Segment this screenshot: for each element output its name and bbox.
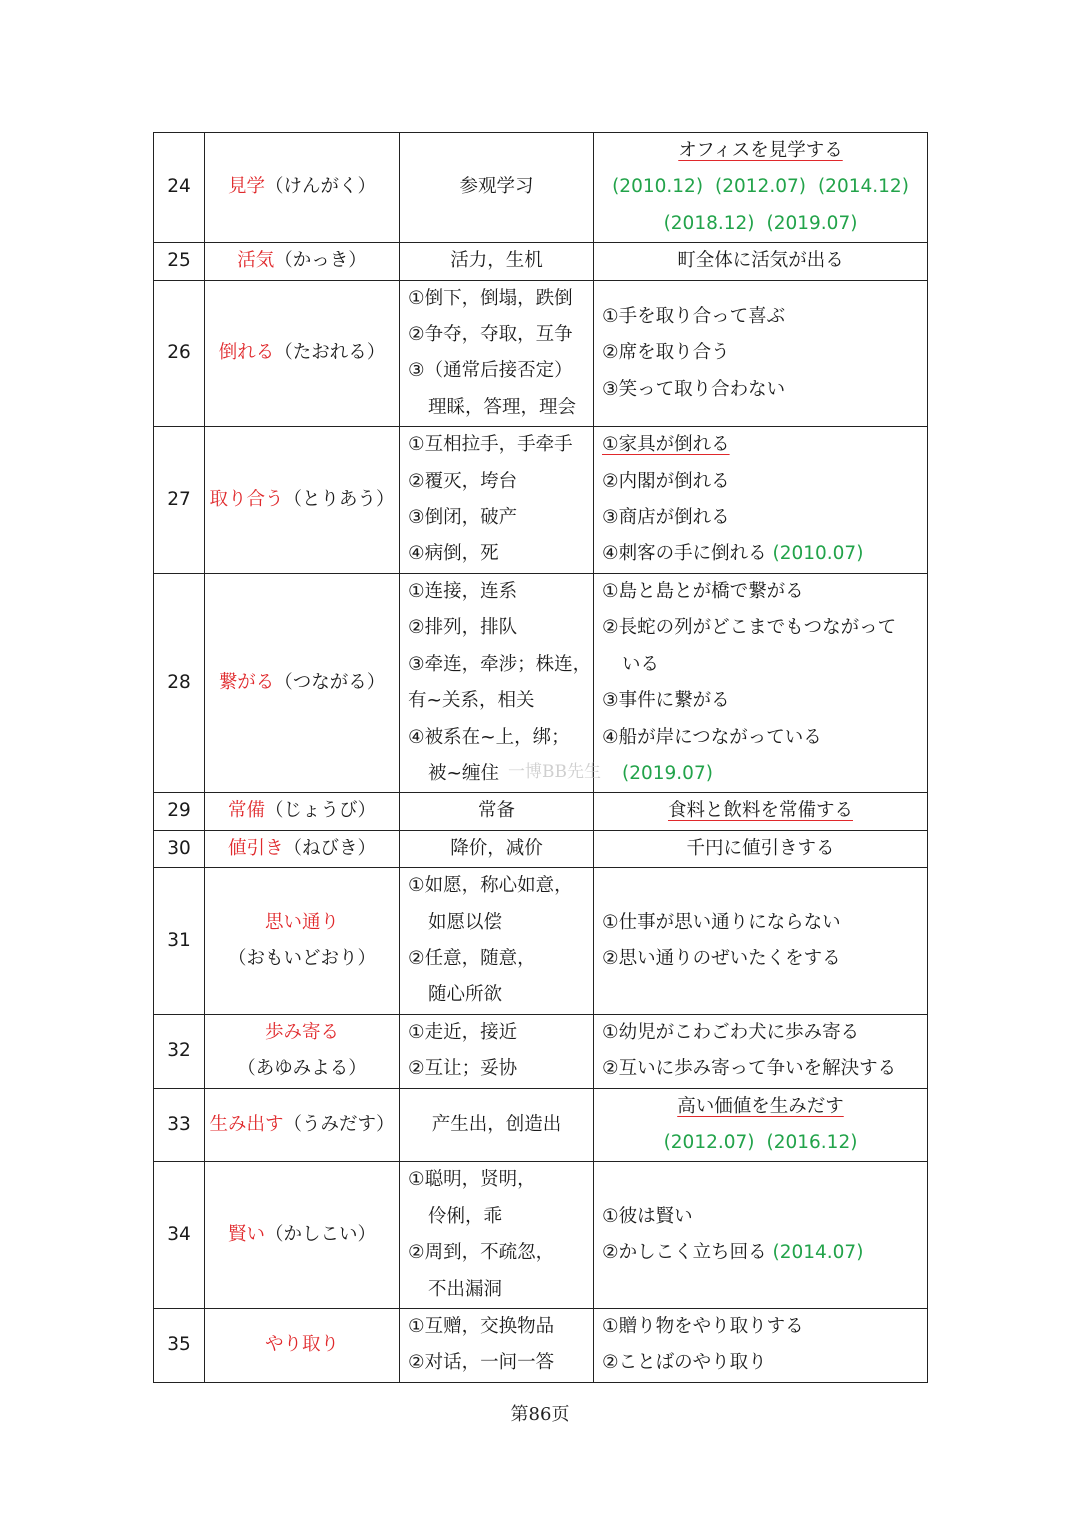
- meaning-line: ②争夺，夺取，互争: [408, 324, 573, 346]
- meaning-line: ②周到，不疏忽，: [408, 1242, 555, 1264]
- table-row: [154, 1088, 928, 1162]
- keyword: 常備: [227, 800, 265, 822]
- keyword: 取り合う: [209, 488, 284, 510]
- example-line: ③笑って取り合わない: [602, 378, 786, 400]
- meaning-line: 常备: [477, 800, 515, 822]
- year-tag: (2019.07): [622, 762, 713, 784]
- example-line: オフィスを見学する: [678, 140, 843, 161]
- meaning-cell: [400, 427, 594, 574]
- meaning-line: ①连接，连系: [408, 580, 518, 602]
- table-row: [154, 427, 928, 574]
- meaning-line: ③牵连，牵涉；株连，: [408, 653, 592, 675]
- example-line: ②長蛇の列がどこまでもつながって: [602, 617, 897, 639]
- keyword: 活気: [237, 250, 275, 272]
- row-number: 29: [154, 793, 205, 830]
- year-tag: (2014.12): [817, 176, 909, 198]
- meaning-line: ①聪明，贤明，: [408, 1169, 536, 1191]
- meaning-cell: [400, 1088, 594, 1162]
- year-tag: (2012.07): [715, 176, 806, 198]
- year-tag: (2019.07): [766, 212, 858, 234]
- example-cell: [594, 1309, 928, 1383]
- word-cell: [205, 1309, 400, 1383]
- meaning-line: ②任意，随意，: [408, 947, 536, 969]
- row-number: 33: [154, 1088, 205, 1162]
- table-row: [154, 793, 928, 830]
- meaning-line: 活力，生机: [450, 250, 543, 272]
- example-line: ①仕事が思い通りにならない: [602, 911, 841, 933]
- meaning-line: 随心所欲: [428, 984, 503, 1006]
- word-cell: [205, 868, 400, 1015]
- meaning-line: 产生出，创造出: [431, 1113, 562, 1135]
- keyword: 賢い: [227, 1223, 265, 1245]
- meaning-line: ②排列，排队: [408, 617, 518, 639]
- reading: （つながる）: [274, 671, 386, 693]
- example-line: いる: [622, 653, 660, 675]
- word-cell: [205, 243, 400, 280]
- word-cell: [205, 427, 400, 574]
- row-number: 30: [154, 830, 205, 867]
- meaning-line: 被~缠住: [428, 762, 500, 784]
- example-line: ③事件に繋がる: [602, 690, 730, 712]
- keyword: 見学: [227, 176, 265, 198]
- table-row: [154, 280, 928, 427]
- reading: （あゆみよる）: [237, 1058, 367, 1080]
- meaning-line: 如愿以偿: [428, 911, 503, 933]
- row-number: 32: [154, 1014, 205, 1088]
- year-tag: (2012.07): [663, 1131, 755, 1153]
- example-line: ①手を取り合って喜ぶ: [602, 305, 786, 327]
- keyword: 値引き: [227, 837, 284, 859]
- meaning-line: ④病倒，死: [408, 543, 499, 565]
- meaning-cell: [400, 793, 594, 830]
- example-line: ①島と島とが橋で繋がる: [602, 580, 804, 602]
- reading: （けんがく）: [265, 176, 377, 198]
- meaning-cell: [400, 133, 594, 243]
- example-cell: [594, 133, 928, 243]
- example-cell: [594, 280, 928, 427]
- example-cell: [594, 1014, 928, 1088]
- table-row: [154, 830, 928, 867]
- example-line: ④船が岸につながっている: [602, 726, 822, 748]
- word-cell: [205, 1014, 400, 1088]
- word-cell: [205, 830, 400, 867]
- meaning-line: ①互赠，交换物品: [408, 1316, 555, 1337]
- meaning-line: 有~关系，相关: [408, 690, 535, 712]
- reading: （じょうび）: [265, 800, 377, 822]
- example-line: ②思い通りのぜいたくをする: [602, 947, 841, 969]
- row-number: 31: [154, 868, 205, 1015]
- example-line: 食料と飲料を常備する: [667, 800, 853, 822]
- example-line: ②席を取り合う: [602, 342, 730, 364]
- meaning-cell: [400, 1309, 594, 1383]
- year-tag: (2016.12): [766, 1131, 858, 1153]
- example-cell: [594, 868, 928, 1015]
- meaning-line: ②互让；妥协: [408, 1058, 518, 1080]
- meaning-line: ①倒下，倒塌，跌倒: [408, 287, 573, 309]
- meaning-line: 不出漏洞: [428, 1278, 503, 1300]
- meaning-cell: [400, 868, 594, 1015]
- keyword: 繋がる: [218, 671, 275, 693]
- example-line: ②互いに歩み寄って争いを解決する: [602, 1058, 897, 1080]
- word-cell: [205, 1088, 400, 1162]
- meaning-line: ④被系在~上，绑；: [408, 726, 570, 748]
- meaning-line: 降价，减价: [450, 837, 543, 859]
- meaning-line: ②对话，一问一答: [408, 1352, 555, 1374]
- table-row: [154, 1309, 928, 1383]
- example-line: ③商店が倒れる: [602, 507, 730, 529]
- meaning-line: ③倒闭，破产: [408, 507, 518, 529]
- example-line: ①彼は賢い: [602, 1205, 693, 1227]
- meaning-cell: [400, 243, 594, 280]
- keyword: 歩み寄る: [264, 1021, 339, 1043]
- row-number: 24: [154, 133, 205, 243]
- word-cell: [205, 793, 400, 830]
- year-tag: (2010.07): [772, 543, 864, 565]
- meaning-cell: [400, 280, 594, 427]
- reading: （とりあう）: [283, 488, 395, 510]
- table-row: [154, 243, 928, 280]
- example-cell: [594, 830, 928, 867]
- example-line: ②内閣が倒れる: [602, 470, 730, 492]
- meaning-line: 理睬，答理，理会: [428, 396, 577, 418]
- meaning-cell: [400, 830, 594, 867]
- meaning-line: 伶俐，乖: [428, 1205, 503, 1227]
- example-cell: [594, 573, 928, 792]
- example-cell: [594, 793, 928, 830]
- meaning-line: ②覆灭，垮台: [408, 470, 518, 492]
- row-number: 25: [154, 243, 205, 280]
- row-number: 28: [154, 573, 205, 792]
- example-cell: [594, 1088, 928, 1162]
- example-line: ④刺客の手に倒れる: [602, 543, 767, 565]
- row-number: 26: [154, 280, 205, 427]
- reading: （かっき）: [274, 250, 367, 272]
- table-row: [154, 1014, 928, 1088]
- example-line: 千円に値引きする: [686, 837, 835, 859]
- example-line: ②ことばのやり取り: [602, 1352, 767, 1374]
- example-line: 町全体に活気が出る: [677, 250, 844, 272]
- reading: （かしこい）: [265, 1223, 377, 1245]
- reading: （たおれる）: [274, 342, 386, 364]
- row-number: 27: [154, 427, 205, 574]
- table-row: [154, 1162, 928, 1309]
- page-number: 第86页: [510, 1404, 570, 1425]
- row-number: 35: [154, 1309, 205, 1383]
- meaning-cell: [400, 1162, 594, 1309]
- meaning-line: ③（通常后接否定）: [408, 360, 573, 382]
- example-line: ①贈り物をやり取りする: [602, 1316, 804, 1337]
- meaning-line: ①如愿，称心如意，: [408, 875, 573, 897]
- keyword: 思い通り: [264, 911, 339, 933]
- meaning-cell: [400, 1014, 594, 1088]
- example-line: ②かしこく立ち回る: [602, 1242, 767, 1264]
- watermark: 一博BB先生: [508, 762, 601, 782]
- row-number: 34: [154, 1162, 205, 1309]
- example-line: ①家具が倒れる: [602, 434, 730, 456]
- example-line: ①幼児がこわごわ犬に歩み寄る: [602, 1021, 860, 1043]
- example-line: 高い価値を生みだす: [677, 1095, 844, 1117]
- example-cell: [594, 1162, 928, 1309]
- word-cell: [205, 573, 400, 792]
- word-cell: [205, 280, 400, 427]
- reading: （ねびき）: [283, 837, 377, 859]
- meaning-line: 参观学习: [459, 176, 534, 198]
- example-cell: [594, 427, 928, 574]
- word-cell: [205, 133, 400, 243]
- keyword: 生み出す: [209, 1113, 284, 1135]
- word-cell: [205, 1162, 400, 1309]
- year-tag: (2018.12): [663, 212, 755, 234]
- table-row: [154, 868, 928, 1015]
- meaning-line: ①走近，接近: [408, 1021, 518, 1043]
- reading: （うみだす）: [283, 1113, 395, 1135]
- keyword: やり取り: [264, 1334, 339, 1356]
- table-row: [154, 133, 928, 243]
- reading: （おもいどおり）: [227, 947, 376, 969]
- year-tag: (2010.12): [612, 176, 704, 198]
- meaning-line: ①互相拉手，手牵手: [408, 434, 573, 456]
- year-tag: (2014.07): [772, 1242, 864, 1264]
- example-cell: [594, 243, 928, 280]
- keyword: 倒れる: [218, 342, 275, 364]
